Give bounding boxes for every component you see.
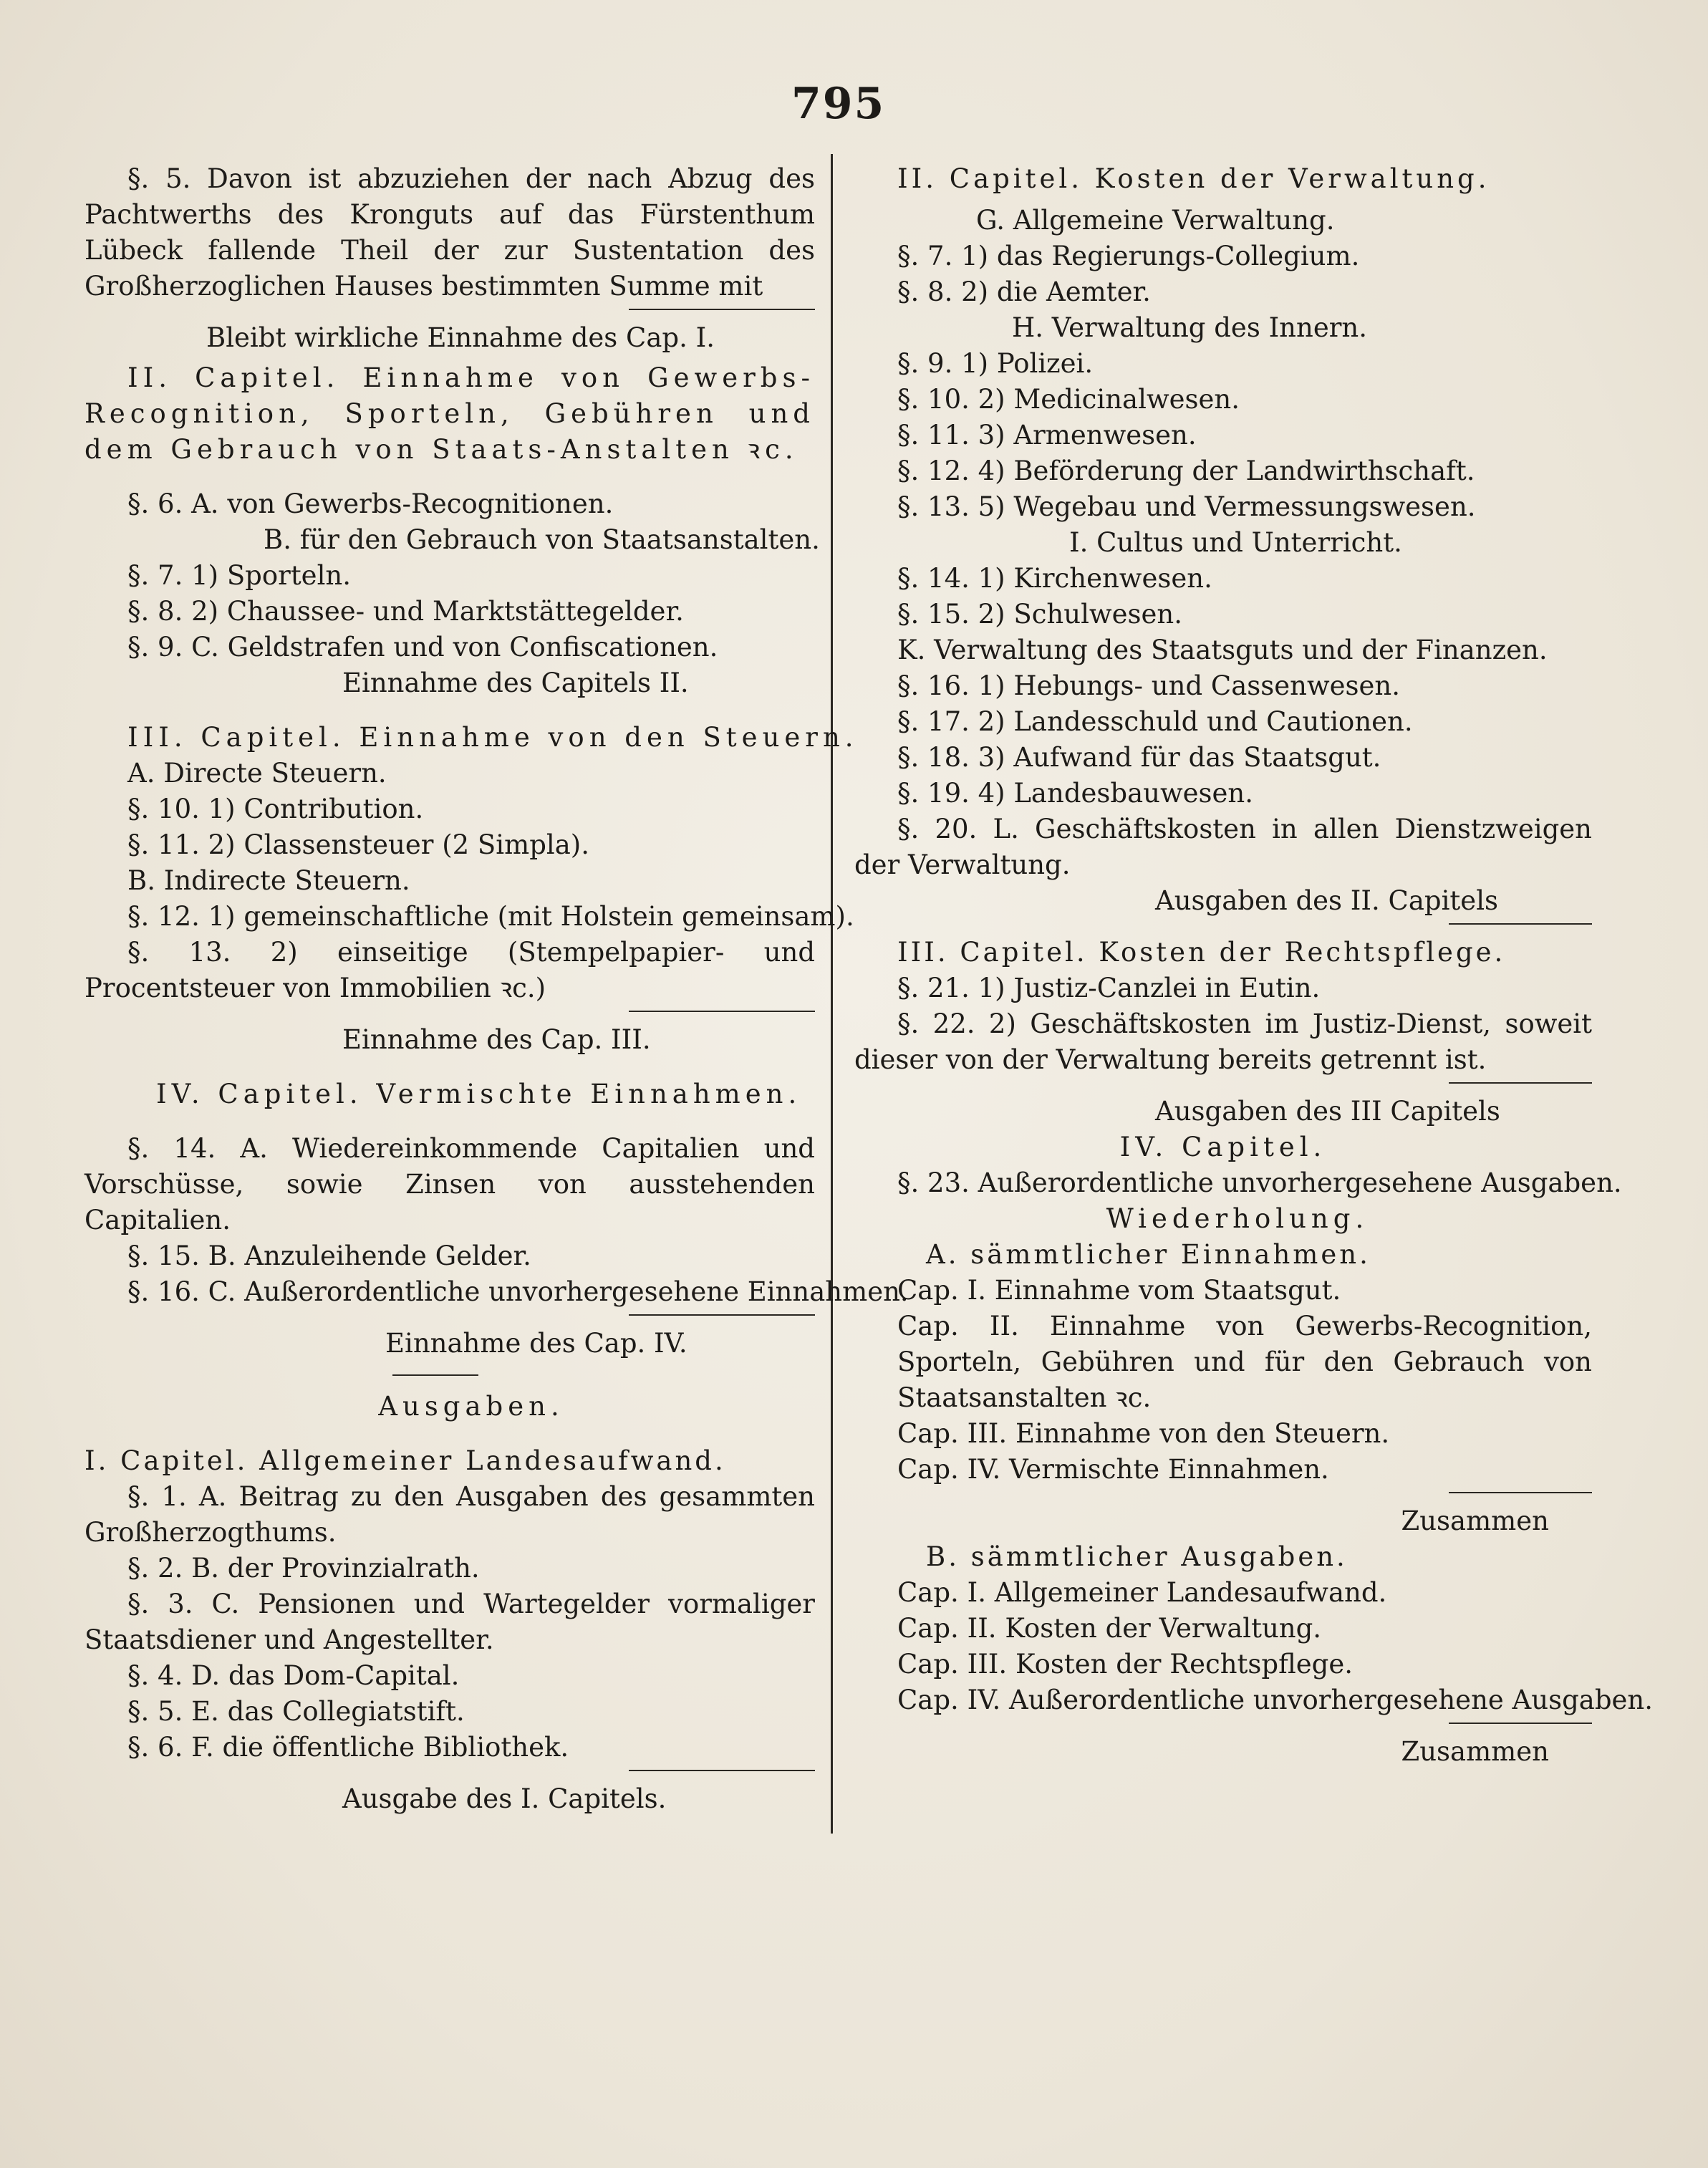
subsection-heading-b: B. sämmtlicher Ausgaben.: [926, 1541, 1348, 1572]
list-item: §. 12. 4) Beförderung der Landwirthschaft.: [897, 456, 1475, 486]
section-heading-cap3-expenses: III. Capitel. Kosten der Rechtspflege.: [897, 937, 1506, 968]
list-item: Cap. III. Kosten der Rechtspflege.: [897, 1649, 1354, 1680]
list-item: Cap. II. Einnahme von Gewerbs-Recognition, Sporteln, Gebühren und für den Gebrauch von Staatsanstalten ꝛc.: [897, 1311, 1592, 1413]
section-heading-cap2-income: II. Capitel. Einnahme von Gewerbs-Recognition, Sporteln, Gebühren und dem Gebrauch von Staats-Anstalten ꝛc.: [85, 362, 815, 465]
total-line: Zusammen: [1401, 1505, 1549, 1536]
list-item: Cap. IV. Vermischte Einnahmen.: [897, 1454, 1329, 1485]
column-divider: [831, 154, 833, 1834]
list-item: §. 11. 2) Classensteuer (2 Simpla).: [127, 829, 589, 860]
list-item: §. 15. 2) Schulwesen.: [897, 599, 1182, 630]
section-heading-cap2-expenses: II. Capitel. Kosten der Verwaltung.: [897, 163, 1490, 194]
list-item: §. 10. 2) Medicinalwesen.: [897, 384, 1240, 415]
subsection-heading-k: K. Verwaltung des Staatsguts und der Finanzen.: [897, 635, 1548, 665]
list-item: §. 9. C. Geldstrafen und von Confiscationen.: [127, 632, 718, 663]
sum-rule: [629, 309, 815, 310]
list-item: §. 8. 2) die Aemter.: [897, 276, 1151, 307]
list-item: §. 21. 1) Justiz-Canzlei in Eutin.: [897, 973, 1321, 1003]
list-item: §. 11. 3) Armenwesen.: [897, 420, 1197, 451]
section-heading-cap4-expenses: IV. Capitel.: [1119, 1132, 1327, 1162]
list-item: §. 4. D. das Dom-Capital.: [127, 1660, 460, 1691]
list-item: §. 2. B. der Provinzialrath.: [127, 1553, 480, 1584]
sum-rule: [1449, 1492, 1592, 1493]
sum-rule: [629, 1011, 815, 1012]
list-item: B. Indirecte Steuern.: [127, 865, 410, 896]
list-item: §. 5. E. das Collegiatstift.: [127, 1696, 465, 1727]
list-item: §. 22. 2) Geschäftskosten im Justiz-Dienst, soweit dieser von der Verwaltung bereits getrennt ist.: [854, 1008, 1592, 1075]
right-column: [854, 161, 1654, 1770]
sum-rule: [1449, 923, 1592, 925]
list-item: Cap. I. Allgemeiner Landesaufwand.: [897, 1577, 1387, 1608]
list-item: §. 18. 3) Aufwand für das Staatsgut.: [897, 742, 1381, 773]
section-divider: [392, 1374, 478, 1376]
subsection-heading-i: I. Cultus und Unterricht.: [1069, 527, 1402, 558]
section-sum-line: Einnahme des Capitels II.: [342, 668, 689, 698]
list-item: B. für den Gebrauch von Staatsanstalten.: [264, 524, 820, 555]
section-heading-cap4-income: IV. Capitel. Vermischte Einnahmen.: [156, 1079, 802, 1109]
list-item: §. 13. 5) Wegebau und Vermessungswesen.: [897, 491, 1476, 522]
heading-wiederholung: Wiederholung.: [1106, 1203, 1369, 1234]
list-item: §. 14. 1) Kirchenwesen.: [897, 563, 1212, 594]
list-item: §. 6. F. die öffentliche Bibliothek.: [127, 1732, 569, 1763]
list-item: Cap. I. Einnahme vom Staatsgut.: [897, 1275, 1341, 1306]
sum-rule: [1449, 1082, 1592, 1084]
section-sum-line: Ausgaben des II. Capitels: [1155, 885, 1499, 916]
list-item: §. 15. B. Anzuleihende Gelder.: [127, 1240, 531, 1271]
list-item: §. 23. Außerordentliche unvorhergesehene Ausgaben.: [897, 1167, 1622, 1198]
list-item: §. 7. 1) Sporteln.: [127, 560, 352, 591]
section-heading-cap1-expenses: I. Capitel. Allgemeiner Landesaufwand.: [85, 1445, 726, 1476]
sum-rule: [629, 1770, 815, 1771]
list-item: §. 9. 1) Polizei.: [897, 348, 1094, 379]
paragraph-s5: §. 5. Davon ist abzuziehen der nach Abzug des Pachtwerths des Kronguts auf das Fürstenthum Lübeck fallende Theil der zur Sustentation des Großherzoglichen Hauses bestimmten Summe mit: [85, 163, 815, 302]
left-column: [85, 161, 909, 1817]
sum-rule: [629, 1314, 815, 1316]
list-item: §. 20. L. Geschäftskosten in allen Dienstzweigen der Verwaltung.: [854, 814, 1592, 880]
list-item: §. 16. 1) Hebungs- und Cassenwesen.: [897, 670, 1401, 701]
list-item: §. 19. 4) Landesbauwesen.: [897, 778, 1254, 809]
list-item: §. 12. 1) gemeinschaftliche (mit Holstein gemeinsam).: [127, 901, 854, 932]
list-item: Cap. IV. Außerordentliche unvorhergesehene Ausgaben.: [897, 1685, 1654, 1715]
list-item: Cap. III. Einnahme von den Steuern.: [897, 1418, 1390, 1449]
sum-rule: [1449, 1723, 1592, 1724]
list-item: §. 1. A. Beitrag zu den Ausgaben des gesammten Großherzogthums.: [85, 1481, 815, 1548]
subsection-heading-a: A. sämmtlicher Einnahmen.: [926, 1239, 1371, 1270]
section-sum-line: Einnahme des Cap. III.: [342, 1024, 651, 1055]
remaining-income-line: Bleibt wirkliche Einnahme des Cap. I.: [206, 322, 715, 353]
list-item: §. 13. 2) einseitige (Stempelpapier- und Procentsteuer von Immobilien ꝛc.): [85, 937, 815, 1003]
list-item: §. 16. C. Außerordentliche unvorhergesehene Einnahmen.: [127, 1276, 909, 1307]
total-line: Zusammen: [1401, 1736, 1549, 1767]
section-sum-line: Ausgabe des I. Capitels.: [342, 1783, 667, 1814]
subsection-heading-h: H. Verwaltung des Innern.: [1012, 312, 1368, 343]
heading-ausgaben: Ausgaben.: [378, 1391, 564, 1422]
list-item: §. 17. 2) Landesschuld und Cautionen.: [897, 706, 1413, 737]
list-item: §. 7. 1) das Regierungs-Collegium.: [897, 241, 1360, 271]
list-item: §. 10. 1) Contribution.: [127, 794, 424, 824]
list-item: §. 3. C. Pensionen und Wartegelder vormaliger Staatsdiener und Angestellter.: [85, 1589, 815, 1655]
list-item: A. Directe Steuern.: [127, 758, 387, 789]
page-number: 795: [791, 79, 886, 129]
list-item: §. 8. 2) Chaussee- und Marktstättegelder.: [127, 596, 684, 627]
section-sum-line: Einnahme des Cap. IV.: [385, 1328, 687, 1359]
list-item: Cap. II. Kosten der Verwaltung.: [897, 1613, 1322, 1644]
section-sum-line: Ausgaben des III Capitels: [1155, 1096, 1500, 1127]
list-item: §. 6. A. von Gewerbs-Recognitionen.: [127, 488, 614, 519]
subsection-heading-g: G. Allgemeine Verwaltung.: [976, 205, 1335, 236]
list-item: §. 14. A. Wiedereinkommende Capitalien und Vorschüsse, sowie Zinsen von ausstehenden Capitalien.: [85, 1133, 815, 1235]
section-heading-cap3-income: III. Capitel. Einnahme von den Steuern.: [127, 722, 859, 753]
